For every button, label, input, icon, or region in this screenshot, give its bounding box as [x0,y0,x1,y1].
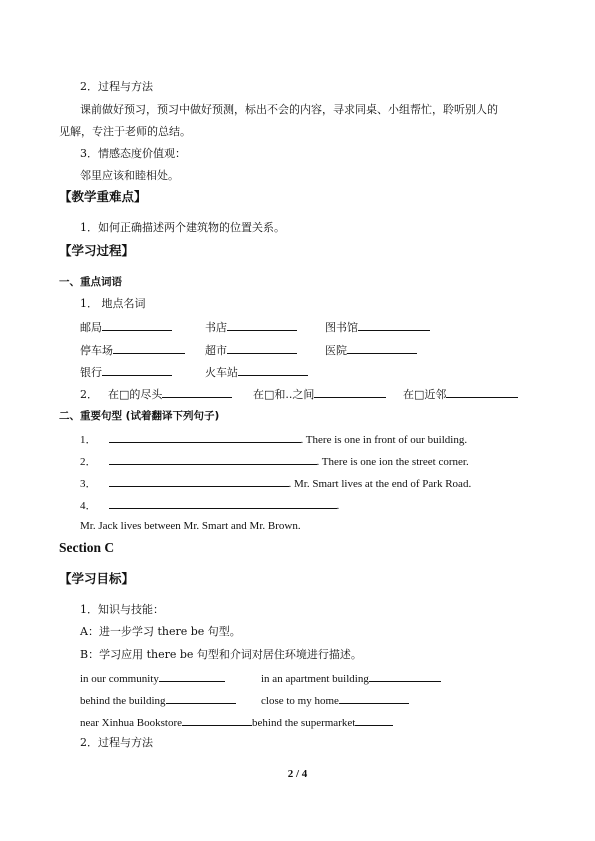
answer-blank[interactable] [347,342,417,354]
place-library: 图书馆 [325,319,430,335]
objective-item-3-title: 3．情感态度价值观： [80,147,186,160]
key-points-item-1: 1．如何正确描述两个建筑物的位置关系。 [80,221,285,234]
answer-blank[interactable] [109,453,317,465]
place-parking-lot: 停车场 [80,342,185,358]
learning-goals-heading: 【学习目标】 [59,571,135,586]
page-number: 2 / 4 [287,768,308,780]
phrase-next-to: 在□近邻 [403,386,518,402]
answer-blank[interactable] [358,319,430,331]
answer-blank[interactable] [162,386,232,398]
phrase-close-to-my-home: close to my home [261,692,409,708]
sentence-3: 3． . Mr. Smart lives at the end of Park Road. [80,475,471,491]
objective-item-2-text-line-2: 见解，专注于老师的总结。 [59,125,191,138]
phrase-in-an-apartment-building: in an apartment building [261,670,441,686]
answer-blank[interactable] [109,475,289,487]
answer-blank[interactable] [182,714,252,726]
phrase-behind-the-building: behind the building [80,692,236,708]
answer-blank[interactable] [238,364,308,376]
place-train-station: 火车站 [205,364,308,380]
answer-blank[interactable] [446,386,518,398]
answer-blank[interactable] [339,692,409,704]
answer-blank[interactable] [355,714,393,726]
answer-blank[interactable] [109,497,337,509]
vocab-heading: 一、重点词语 [59,276,122,288]
sentence-5: Mr. Jack lives between Mr. Smart and Mr. Brown. [80,520,301,532]
answer-blank[interactable] [102,319,172,331]
answer-blank[interactable] [227,319,297,331]
sentence-4: 4． . [80,497,339,513]
answer-blank[interactable] [102,364,172,376]
answer-blank[interactable] [227,342,297,354]
answer-blank[interactable] [159,670,225,682]
place-bank: 银行 [80,364,172,380]
process-heading: 【学习过程】 [59,243,135,258]
place-post-office: 邮局 [80,319,172,335]
objective-item-3-text: 邻里应该和睦相处。 [80,169,179,182]
sentences-heading: 二、重要句型 (试着翻译下列句子) [59,410,220,422]
phrase-row-3: near Xinhua Bookstore behind the supermarket [80,714,393,730]
place-hospital: 医院 [325,342,417,358]
answer-blank[interactable] [314,386,386,398]
place-bookstore: 书店 [205,319,297,335]
place-supermarket: 超市 [205,342,297,358]
answer-blank[interactable] [369,670,441,682]
sentence-2: 2． . There is one ion the street corner. [80,453,469,469]
phrase-item-2: 2． 在□的尽头 [80,386,232,402]
goal-a: A：进一步学习 there be 句型。 [80,625,241,638]
phrase-between: 在□和..之间 [253,386,386,402]
key-points-heading: 【教学重难点】 [59,189,147,204]
section-c-title: Section C [59,540,115,555]
goal-b: B：学习应用 there be 句型和介词对居住环境进行描述。 [80,648,362,661]
phrase-in-our-community: in our community [80,670,225,686]
sentence-1: 1． . There is one in front of our building. [80,431,467,447]
objective-item-2-text-line-1: 课前做好预习，预习中做好预测，标出不会的内容，寻求同桌、小组帮忙，聆听别人的 [80,103,498,116]
answer-blank[interactable] [166,692,236,704]
objective-item-2-title: 2．过程与方法 [80,80,153,93]
vocab-item-1: 1． 地点名词 [80,297,146,310]
goal-item-1: 1．知识与技能： [80,603,164,616]
answer-blank[interactable] [109,431,301,443]
answer-blank[interactable] [113,342,185,354]
goal-item-2: 2．过程与方法 [80,736,153,749]
